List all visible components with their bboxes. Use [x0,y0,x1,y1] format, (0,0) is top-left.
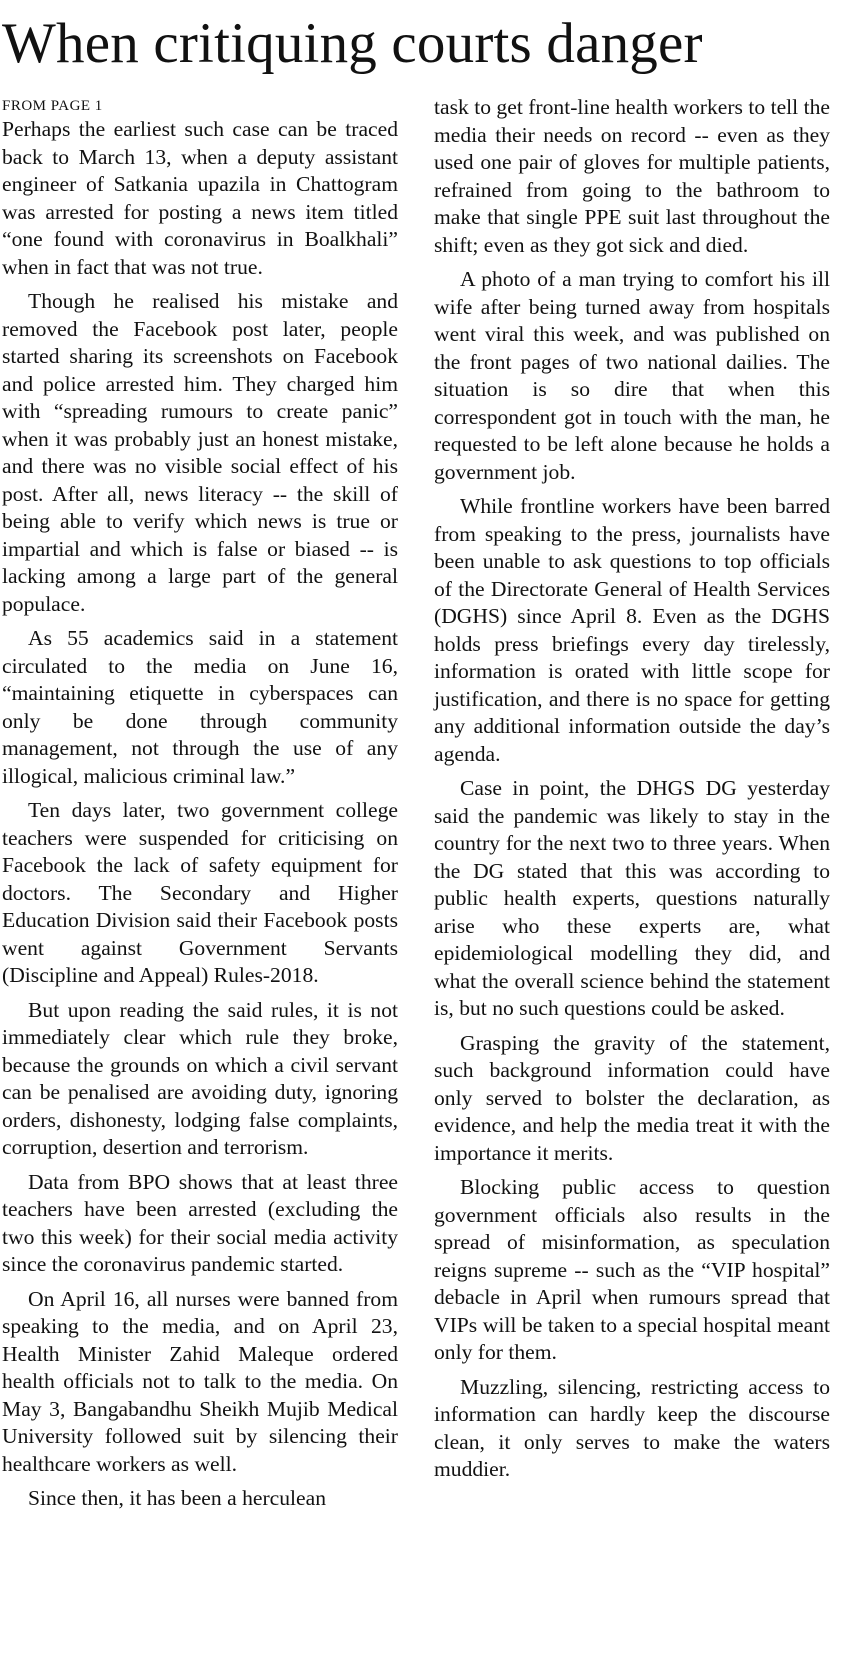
headline: When critiquing courts danger [2,12,703,75]
paragraph: Case in point, the DHGS DG yesterday said the pandemic was likely to stay in the country for the next two to three years. When the DG stated that this was according to public health experts, questions naturally arise who these experts are, what epidemiological modelling they did, and what the overall science behind the statement is, but no such questions could be asked. [434,776,830,1020]
paragraph: Blocking public access to question government officials also results in the spread of misinformation, as speculation reigns supreme -- such as the “VIP hospital” debacle in April when rumours spread that VIPs will be taken to a special hospital meant only for them. [434,1175,830,1364]
paragraph: As 55 academics said in a statement circulated to the media on June 16, “maintaining etiquette in cyberspaces can only be done through community management, not through the use of any illogical, malicious criminal law.” [2,626,398,788]
paragraph: Grasping the gravity of the statement, such background information could have only served to bolster the declaration, as evidence, and help the media treat it with the importance it merits. [434,1030,830,1165]
paragraph: Since then, it has been a herculean [28,1486,326,1510]
paragraph: But upon reading the said rules, it is not immediately clear which rule they broke, because the grounds on which a civil servant can be penalised are avoiding duty, ignoring orders, dishonesty, lodging false complaints, corruption, desertion and terrorism. [2,997,398,1159]
paragraph: task to get front-line health workers to tell the media their needs on record -- even as they used one pair of gloves for multiple patients, refrained from going to the bathroom to make that single PPE suit last throughout the shift; even as they got sick and died. [434,95,830,257]
paragraph: A photo of a man trying to comfort his ill wife after being turned away from hospitals went viral this week, and was published on the front pages of two national dailies. The situation is so dire that when this correspondent got in touch with the man, he requested to be left alone because he holds a government job. [434,267,830,484]
paragraph: Perhaps the earliest such case can be traced back to March 13, when a deputy assistant engineer of Satkania upazila in Chattogram was arrested for posting a news item titled “one found with coronavirus in Boalkhali” when in fact that was not true. [2,117,398,279]
paragraph: Ten days later, two government college teachers were suspended for criticising on Facebook the lack of safety equipment for doctors. The Secondary and Higher Education Division said their Facebook posts went against Government Servants (Discipline and Appeal) Rules-2018. [2,798,398,987]
paragraph: On April 16, all nurses were banned from speaking to the media, and on April 23, Health Minister Zahid Maleque ordered health officials not to talk to the media. On May 3, Bangabandhu Sheikh Mujib Medical University followed suit by silencing their healthcare workers as well. [2,1286,398,1476]
paragraph: Though he realised his mistake and removed the Facebook post later, people started sharing its screenshots on Facebook and police arrested him. They charged him with “spreading rumours to create panic” when it was probably just an honest mistake, and there was no visible social effect of his post. After all, news literacy -- the skill of being able to verify which news is true or impartial and which is false or biased -- is lacking among a large part of the general populace. [2,289,398,616]
paragraph: While frontline workers have been barred from speaking to the press, journalists have been unable to ask questions to top officials of the Directorate General of Health Services (DGHS) since April 8. Even as the DGHS holds press briefings every day tirelessly, information is orated with little scope for justification, and there is no space for getting any additional information outside the day’s agenda. [434,494,830,766]
jump-label: FROM PAGE 1 [2,98,103,114]
paragraph: Data from BPO shows that at least three teachers have been arrested (excluding the two this week) for their social media activity since the coronavirus pandemic started. [2,1169,398,1276]
article-column-left [2,96,398,1520]
paragraph: Muzzling, silencing, restricting access to information can hardly keep the discourse clean, it only serves to make the waters muddier. [434,1374,830,1481]
article-column-right [434,94,830,1491]
